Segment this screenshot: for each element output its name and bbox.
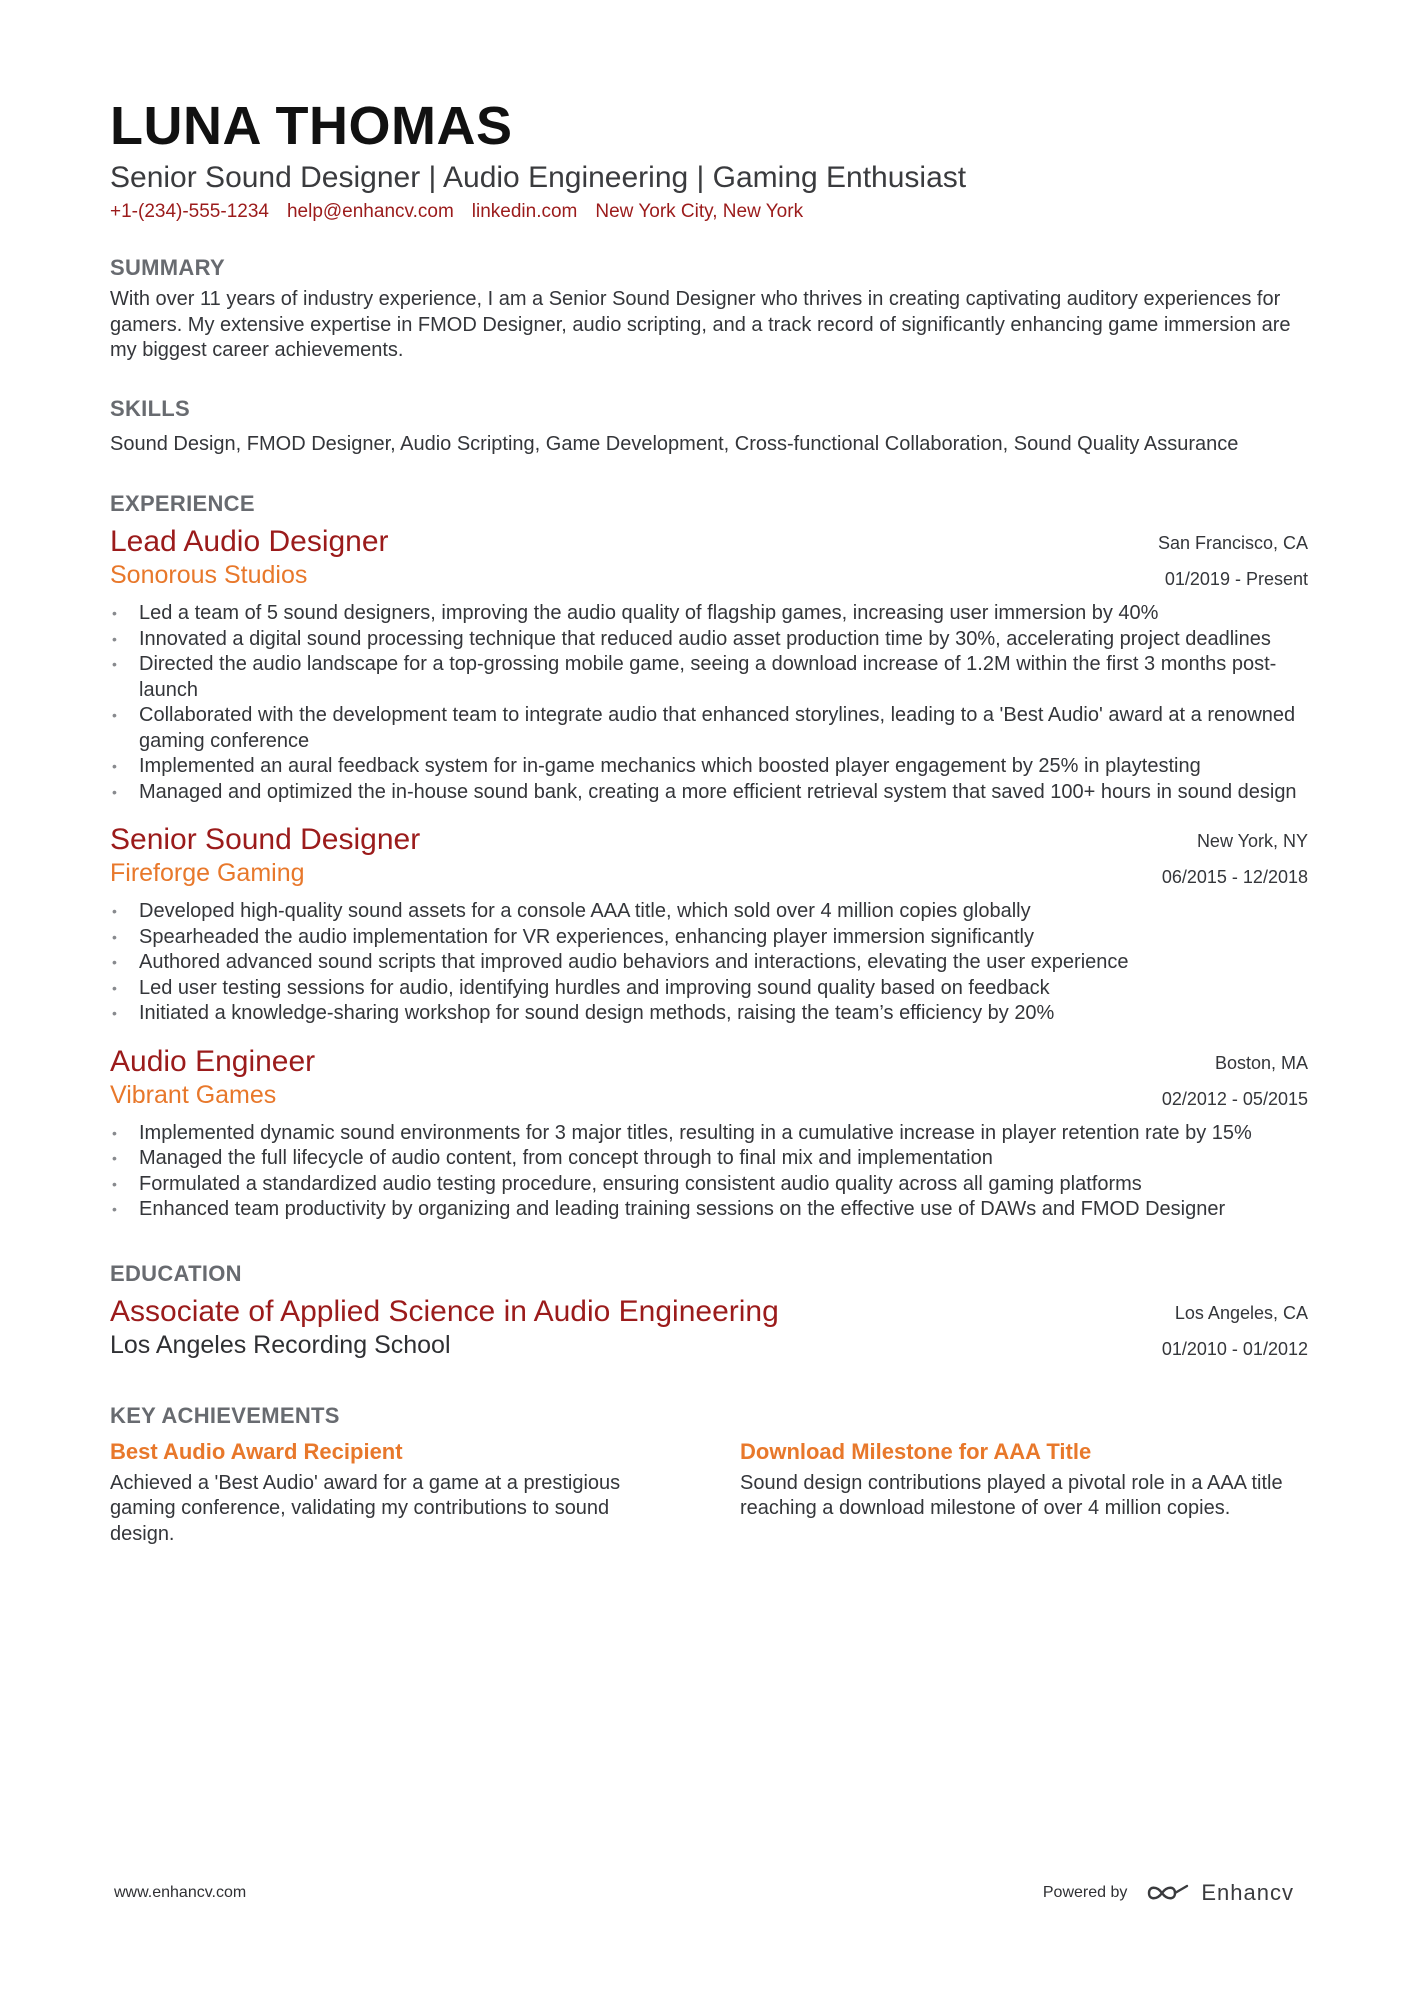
achievement-item: [740, 1437, 1308, 1548]
section-title-experience: EXPERIENCE: [110, 491, 255, 516]
enhancv-logo-icon: [1145, 1881, 1191, 1905]
job-entry: [110, 525, 1308, 805]
job-company: Fireforge Gaming: [110, 859, 305, 887]
education-location: Los Angeles, CA: [1174, 1302, 1308, 1323]
job-header: [110, 823, 1308, 895]
education-school: Los Angeles Recording School: [110, 1330, 451, 1359]
job-entry: [110, 1045, 1308, 1223]
achievement-text: Sound design contributions played a pivotal role in a AAA title reaching a download milestone of over 4 million copies.: [740, 1471, 1283, 1519]
job-bullet: • Formulated a standardized audio testing procedure, ensuring consistent audio quality across all gaming platforms: [110, 1172, 1308, 1198]
job-title-block: [110, 525, 389, 591]
job-meta: [1162, 1045, 1308, 1117]
achievements-grid: [110, 1437, 1308, 1548]
job-title: Lead Audio Designer: [110, 525, 389, 558]
job-header: [110, 525, 1308, 597]
brand-logo[interactable]: [1145, 1880, 1294, 1906]
job-bullet: • Managed and optimized the in-house sound bank, creating a more efficient retrieval system that saved 100+ hours in sound design: [110, 780, 1308, 806]
job-bullet: • Spearheaded the audio implementation for VR experiences, enhancing player immersion significantly: [110, 925, 1308, 951]
achievement-title: Download Milestone for AAA Title: [740, 1438, 1092, 1464]
education-entry: [110, 1295, 1308, 1367]
contact-phone[interactable]: +1-(234)-555-1234: [110, 201, 269, 222]
achievement-item: [110, 1437, 678, 1548]
job-header: [110, 1045, 1308, 1117]
skills-section: [110, 396, 1308, 458]
job-bullet: • Directed the audio landscape for a top-grossing mobile game, seeing a download increase of 1.2M within the first 3 months post-launch: [110, 652, 1308, 703]
job-meta: [1162, 823, 1308, 895]
education-degree: Associate of Applied Science in Audio Engineering: [110, 1294, 779, 1328]
job-location: San Francisco, CA: [1157, 533, 1308, 553]
achievements-section: [110, 1403, 1308, 1548]
job-bullets: [110, 1121, 1308, 1223]
summary-section: [110, 255, 1308, 364]
job-title-block: [110, 1045, 315, 1111]
summary-text: With over 11 years of industry experience, I am a Senior Sound Designer who thrives in creating captivating auditory experiences for gamers. My extensive expertise in FMOD Designer, audio scripting, and a track record of significantly enhancing game immersion are my biggest career achievements.: [110, 288, 1291, 361]
section-title-skills: SKILLS: [110, 395, 191, 421]
job-bullets: [110, 601, 1308, 805]
resume-page: [110, 95, 1308, 1547]
candidate-name: LUNA THOMAS: [110, 96, 513, 156]
job-location: New York, NY: [1196, 831, 1308, 851]
education-section: [110, 1261, 1308, 1367]
section-title-education: EDUCATION: [110, 1260, 242, 1286]
brand-name: Enhancv: [1201, 1880, 1294, 1905]
achievement-title: Best Audio Award Recipient: [110, 1438, 403, 1464]
job-bullet: • Implemented an aural feedback system for in-game mechanics which boosted player engagement by 25% in playtesting: [110, 754, 1308, 780]
skills-text: Sound Design, FMOD Designer, Audio Scripting, Game Development, Cross-functional Collaboration, Sound Quality Assurance: [110, 432, 1239, 455]
job-bullet: • Led a team of 5 sound designers, improving the audio quality of flagship games, increasing user immersion by 40%: [110, 601, 1308, 627]
section-title-summary: SUMMARY: [110, 255, 225, 280]
job-title: Senior Sound Designer: [110, 823, 421, 856]
contact-linkedin[interactable]: linkedin.com: [471, 201, 578, 222]
job-meta: [1158, 525, 1308, 597]
footer-website[interactable]: www.enhancv.com: [114, 1884, 247, 1901]
contact-info: [110, 199, 1308, 225]
experience-section: [110, 491, 1308, 1223]
job-company: Sonorous Studios: [110, 561, 308, 589]
powered-by: [1043, 1880, 1294, 1906]
job-bullet: • Collaborated with the development team to integrate audio that enhanced storylines, leading to a 'Best Audio' award at a renowned gaming conference: [110, 703, 1308, 754]
job-bullet: • Authored advanced sound scripts that improved audio behaviors and interactions, elevating the user experience: [110, 950, 1308, 976]
job-bullet: • Led user testing sessions for audio, identifying hurdles and improving sound quality based on feedback: [110, 976, 1308, 1002]
job-dates: 02/2012 - 05/2015: [1161, 1088, 1308, 1109]
job-title: Audio Engineer: [110, 1044, 316, 1078]
contact-location: New York City, New York: [595, 201, 804, 222]
job-bullets: [110, 899, 1308, 1027]
job-dates: 01/2019 - Present: [1164, 569, 1308, 589]
education-dates: 01/2010 - 01/2012: [1161, 1338, 1308, 1359]
job-dates: 06/2015 - 12/2018: [1161, 867, 1308, 887]
education-meta: [1162, 1295, 1308, 1367]
section-title-achievements: KEY ACHIEVEMENTS: [110, 1402, 340, 1428]
resume-header: [110, 95, 1308, 225]
job-bullet: • Managed the full lifecycle of audio content, from concept through to final mix and implementation: [110, 1146, 1308, 1172]
powered-by-label: Powered by: [1042, 1884, 1128, 1901]
job-bullet: • Innovated a digital sound processing technique that reduced audio asset production time by 30%, accelerating project deadlines: [110, 627, 1308, 653]
job-company: Vibrant Games: [110, 1080, 277, 1109]
job-title-block: [110, 823, 420, 889]
page-footer: [114, 1880, 1294, 1906]
candidate-headline: Senior Sound Designer | Audio Engineering | Gaming Enthusiast: [110, 161, 967, 194]
job-entry: [110, 823, 1308, 1027]
job-location: Boston, MA: [1214, 1052, 1308, 1073]
job-bullet: • Developed high-quality sound assets for a console AAA title, which sold over 4 million copies globally: [110, 899, 1308, 925]
job-bullet: • Enhanced team productivity by organizing and leading training sessions on the effective use of DAWs and FMOD Designer: [110, 1197, 1308, 1223]
achievement-text: Achieved a 'Best Audio' award for a game at a prestigious gaming conference, validating my contributions to sound design.: [110, 1471, 621, 1545]
contact-email[interactable]: help@enhancv.com: [286, 201, 454, 222]
job-bullet: • Implemented dynamic sound environments for 3 major titles, resulting in a cumulative increase in player retention rate by 15%: [110, 1121, 1308, 1147]
education-title-block: [110, 1295, 779, 1361]
job-bullet: • Initiated a knowledge-sharing workshop for sound design methods, raising the team’s efficiency by 20%: [110, 1001, 1308, 1027]
